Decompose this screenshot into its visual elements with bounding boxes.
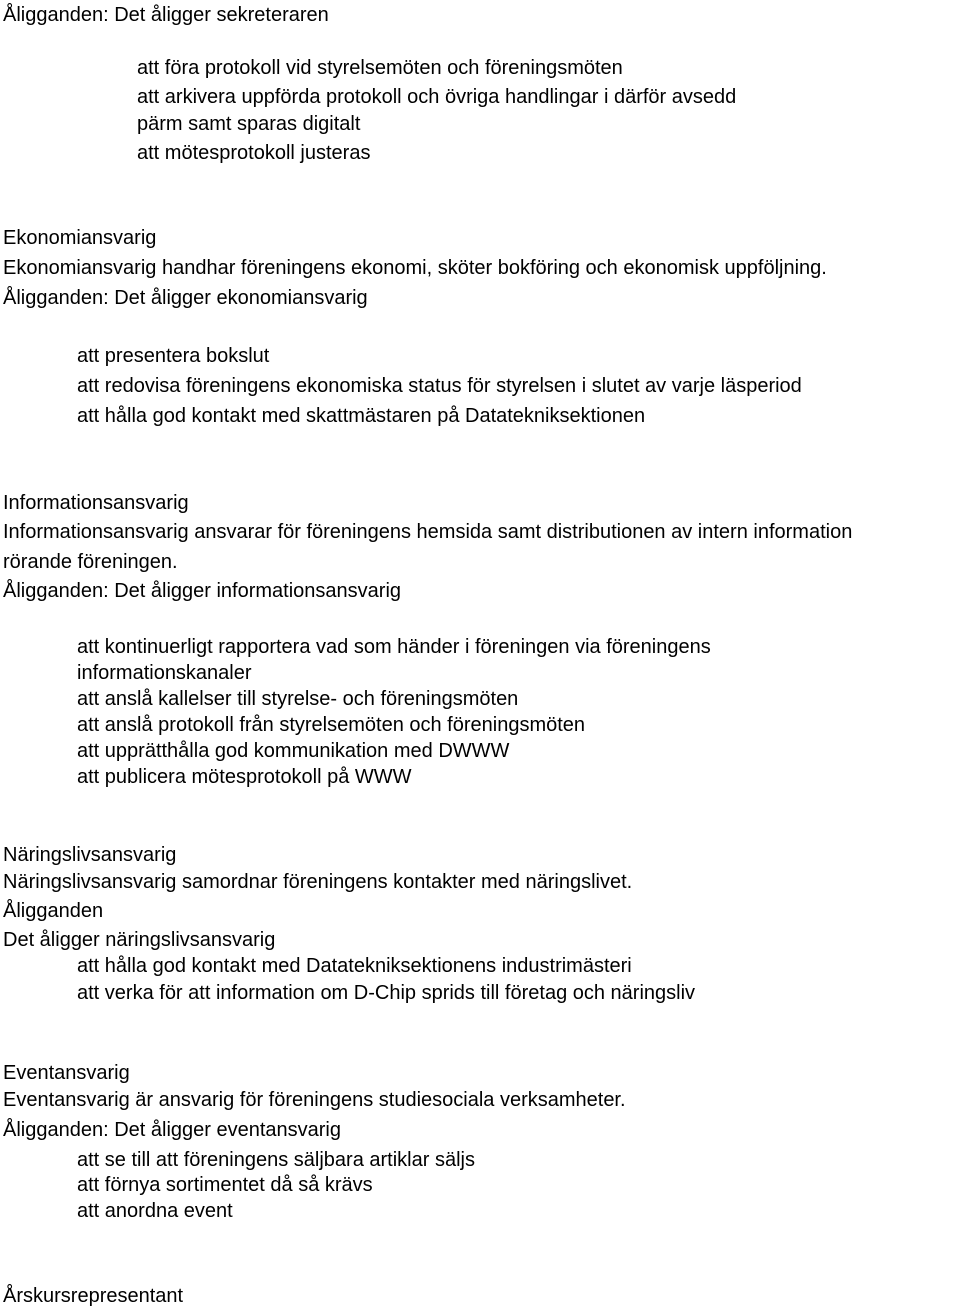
- list-item: att anslå kallelser till styrelse- och föreningsmöten: [77, 688, 519, 710]
- list-item: pärm samt sparas digitalt: [137, 113, 361, 135]
- list-item: att verka för att information om D-Chip sprids till företag och näringsliv: [77, 982, 696, 1004]
- list-item: att arkivera uppförda protokoll och övriga handlingar i därför avsedd: [137, 86, 737, 108]
- section-description: Näringslivsansvarig samordnar föreningens kontakter med näringslivet.: [3, 871, 633, 893]
- section-description: Informationsansvarig ansvarar för föreningens hemsida samt distributionen av intern information: [3, 521, 853, 543]
- list-item: att förnya sortimentet då så krävs: [77, 1174, 373, 1196]
- information-aligganden: Åligganden: Det åligger informationsansvarig: [3, 580, 402, 602]
- list-item: att redovisa föreningens ekonomiska status för styrelsen i slutet av varje läsperiod: [77, 375, 802, 397]
- list-item: att föra protokoll vid styrelsemöten och föreningsmöten: [137, 57, 623, 79]
- sekreterare-aligganden: Åligganden: Det åligger sekreteraren: [3, 4, 329, 26]
- section-heading-information: Informationsansvarig: [3, 492, 189, 514]
- list-item: att se till att föreningens säljbara artiklar säljs: [77, 1149, 475, 1171]
- list-item: att publicera mötesprotokoll på WWW: [77, 766, 412, 788]
- naringsliv-aligganden-text: Det åligger näringslivsansvarig: [3, 929, 276, 951]
- section-description: Ekonomiansvarig handhar föreningens ekonomi, sköter bokföring och ekonomisk uppföljning.: [3, 257, 827, 279]
- list-item: att hålla god kontakt med skattmästaren på Datatekniksektionen: [77, 405, 646, 427]
- section-heading-event: Eventansvarig: [3, 1062, 130, 1084]
- list-item: informationskanaler: [77, 662, 252, 684]
- section-description: rörande föreningen.: [3, 551, 178, 573]
- section-heading-arskurs: Årskursrepresentant: [3, 1285, 184, 1307]
- section-heading-naringsliv: Näringslivsansvarig: [3, 844, 177, 866]
- list-item: att anordna event: [77, 1200, 233, 1222]
- list-item: att upprätthålla god kommunikation med DWWW: [77, 740, 510, 762]
- section-heading-ekonomi: Ekonomiansvarig: [3, 227, 157, 249]
- list-item: att kontinuerligt rapportera vad som händer i föreningen via föreningens: [77, 636, 711, 658]
- list-item: att presentera bokslut: [77, 345, 270, 367]
- list-item: att hålla god kontakt med Datatekniksektionens industrimästeri: [77, 955, 632, 977]
- list-item: att anslå protokoll från styrelsemöten och föreningsmöten: [77, 714, 586, 736]
- section-description: Eventansvarig är ansvarig för föreningens studiesociala verksamheter.: [3, 1089, 626, 1111]
- event-aligganden: Åligganden: Det åligger eventansvarig: [3, 1119, 341, 1141]
- naringsliv-aligganden: Åligganden: [3, 900, 104, 922]
- ekonomi-aligganden: Åligganden: Det åligger ekonomiansvarig: [3, 287, 368, 309]
- list-item: att mötesprotokoll justeras: [137, 142, 371, 164]
